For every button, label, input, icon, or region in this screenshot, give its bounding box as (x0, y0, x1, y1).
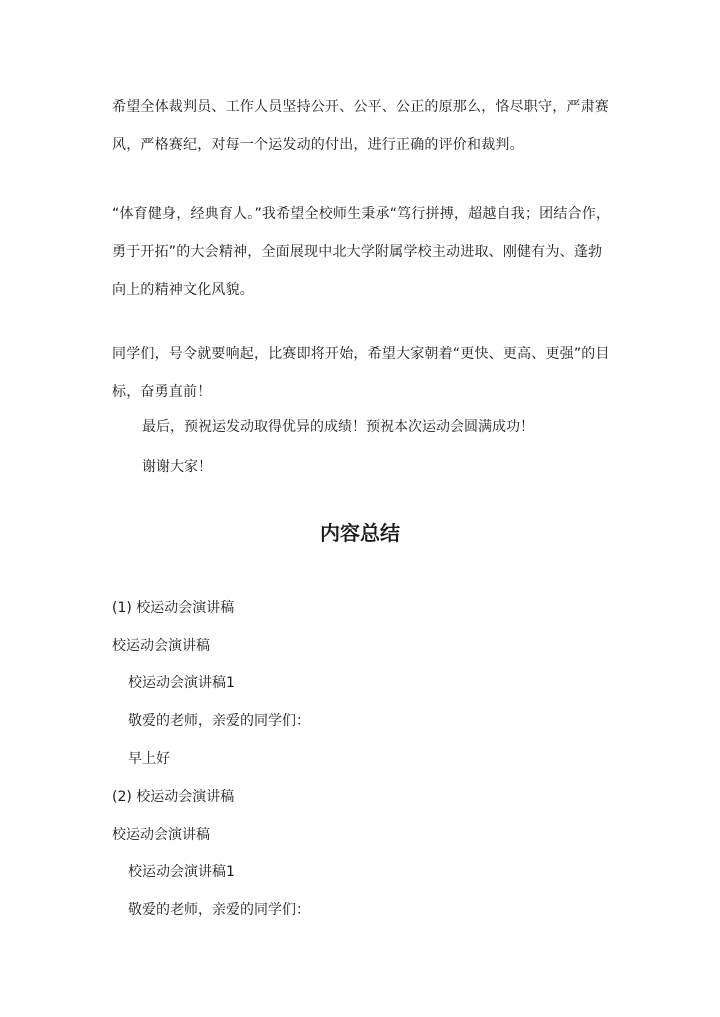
summary-item: 校运动会演讲稿 (112, 827, 210, 843)
summary-title: 内容总结 (320, 521, 400, 545)
summary-item: 早上好 (128, 751, 170, 767)
summary-item: 校运动会演讲稿1 (128, 675, 235, 691)
summary-item: (2) 校运动会演讲稿 (112, 789, 235, 805)
paragraph-referees: 希望全体裁判员、工作人员坚持公开、公平、公正的原那么，恪尽职守，严肃赛风，严格赛纪，对每一个运发动的付出，进行正确的评价和裁判。 (112, 99, 609, 153)
closing-wish-line: 最后，预祝运发动取得优异的成绩！预祝本次运动会圆满成功！ (142, 419, 534, 435)
summary-item: 校运动会演讲稿 (112, 638, 210, 654)
summary-item: 敬爱的老师，亲爱的同学们： (128, 902, 310, 918)
paragraph-sports-spirit: “体育健身，经典育人。”我希望全校师生秉承“笃行拼搏，超越自我；团结合作，勇于开拓”的大会精神，全面展现中北大学附属学校主动进取、刚健有为、蓬勃向上的精神文化风貌。 (112, 206, 611, 298)
summary-item: 校运动会演讲稿1 (128, 864, 235, 880)
paragraph-encouragement: 同学们，号令就要响起，比赛即将开始，希望大家朝着“更快、更高、更强”的目标，奋勇直前！ (112, 346, 610, 400)
thanks-line: 谢谢大家！ (142, 459, 212, 475)
summary-item: 敬爱的老师，亲爱的同学们： (128, 713, 310, 729)
summary-item: (1) 校运动会演讲稿 (112, 600, 235, 616)
